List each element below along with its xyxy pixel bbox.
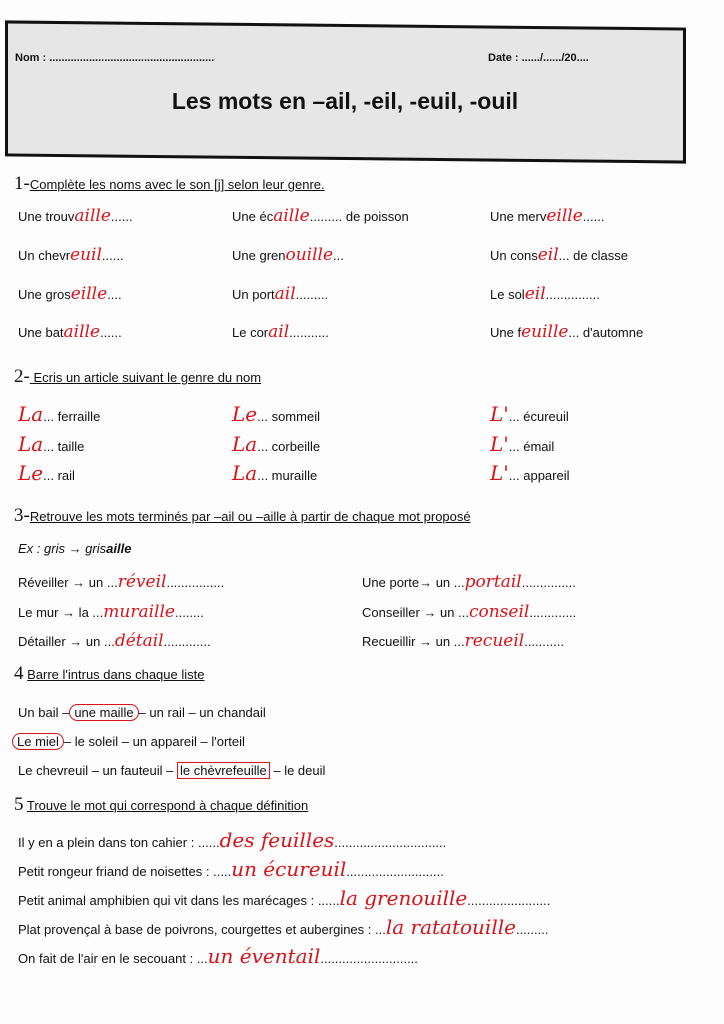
ex3-item: Une porte→ un ...portail............... (362, 572, 576, 592)
ex3-item: Recueillir → un ...recueil........... (362, 631, 564, 651)
ex5-item: On fait de l'air en le secouant : ...un éventail........................... (18, 944, 418, 968)
ex2-item: L'... appareil (490, 461, 570, 485)
ex3-item: Détailler → un ...détail............. (18, 631, 211, 651)
ex5-item: Il y en a plein dans ton cahier : ......des feuilles............................... (18, 828, 447, 852)
exercise-2-heading: 2- Ecris un article suivant le genre du nom (14, 366, 262, 387)
ex2-item: La... muraille (232, 461, 318, 485)
ex1-item: Le soleil............... (490, 284, 600, 304)
ex1-item: Une grenouille... (232, 245, 344, 265)
date-field: Date : ....../....../20.... (488, 52, 589, 64)
ex5-item: Petit animal amphibien qui vit dans les marécages : ......la grenouille....................... (18, 886, 551, 910)
ex1-item: Un portail......... (232, 284, 329, 304)
ex1-item: Une bataille...... (18, 322, 122, 342)
ex2-item: Le... sommeil (232, 402, 320, 426)
page-title: Les mots en –ail, -eil, -euil, -ouil (171, 88, 519, 114)
ex1-item: Une feuille... d'automne (490, 322, 644, 342)
ex5-item: Plat provençal à base de poivrons, courgettes et aubergines : ...la ratatouille......... (18, 915, 549, 939)
ex3-item: Le mur → la ...muraille........ (18, 602, 204, 622)
ex4-list-2: Le miel – le soleil – un appareil – l'orteil (12, 734, 245, 749)
exercise-3-heading: 3-Retrouve les mots terminés par –ail ou –aille à partir de chaque mot proposé (14, 505, 471, 526)
ex3-item: Réveiller → un ...réveil................ (18, 572, 225, 592)
ex1-item: Une écaille......... de poisson (232, 206, 409, 226)
ex4-list-1: Un bail – une maille – un rail – un chandail (18, 705, 266, 720)
example-line: Ex : gris → grisaille (18, 541, 132, 556)
ex1-item: Un conseil... de classe (490, 245, 629, 265)
ex2-item: La... ferraille (18, 402, 101, 426)
ex1-item: Une trouvaille...... (18, 206, 133, 226)
name-field: Nom : ...................................................... (15, 52, 215, 64)
ex1-item: Une merveille...... (490, 206, 605, 226)
ex1-item: Le corail........... (232, 322, 329, 342)
exercise-4-heading: 4 Barre l'intrus dans chaque liste (14, 663, 205, 684)
intruder-circle: une maille (69, 704, 138, 721)
intruder-circle: Le miel (12, 733, 64, 750)
ex1-item: Une groseille.... (18, 284, 122, 304)
intruder-box: le chèvrefeuille (177, 762, 270, 779)
ex2-item: L'... écureuil (490, 402, 569, 426)
ex5-item: Petit rongeur friand de noisettes : .....un écureuil........................... (18, 857, 444, 881)
exercise-5-heading: 5 Trouve le mot qui correspond à chaque définition (14, 794, 309, 815)
ex2-item: L'... émail (490, 432, 555, 456)
exercise-1-heading: 1-Complète les noms avec le son [j] selon leur genre. (14, 173, 325, 194)
ex2-item: La... taille (18, 432, 85, 456)
ex2-item: La... corbeille (232, 432, 321, 456)
ex2-item: Le... rail (18, 461, 75, 485)
ex3-item: Conseiller → un ...conseil............. (362, 602, 577, 622)
ex1-item: Un chevreuil...... (18, 245, 124, 265)
ex4-list-3: Le chevreuil – un fauteuil – le chèvrefeuille – le deuil (18, 763, 326, 778)
